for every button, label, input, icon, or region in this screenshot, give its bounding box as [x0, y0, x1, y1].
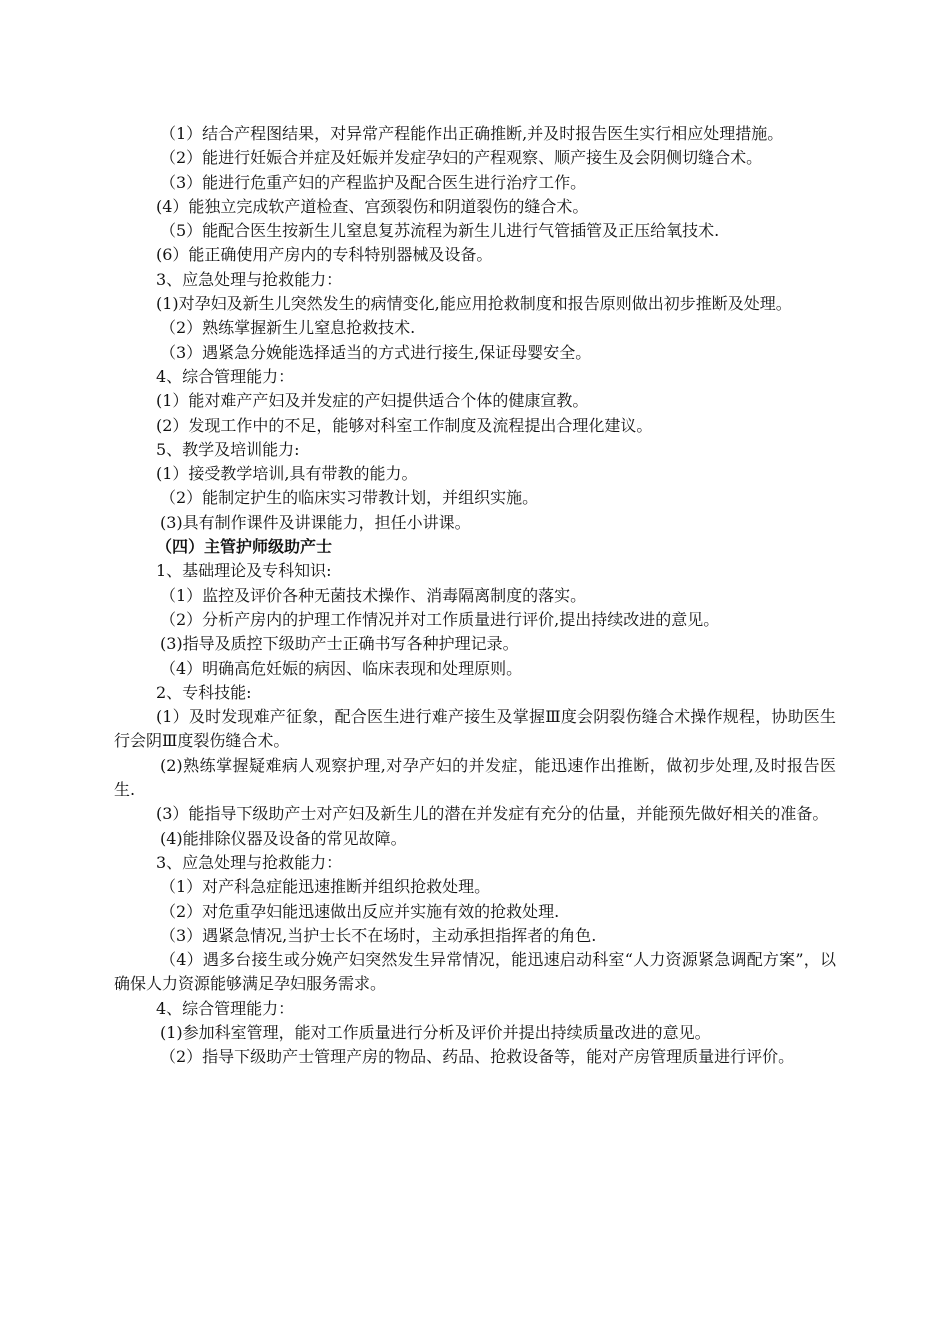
paragraph: （1）对产科急症能迅速推断并组织抢救处理。	[160, 877, 491, 897]
paragraph: （4）明确高危妊娠的病因、临床表现和处理原则。	[160, 658, 523, 678]
paragraph: 5、教学及培训能力:	[156, 439, 300, 459]
paragraph: (4)能排除仪器及设备的常见故障。	[160, 828, 407, 848]
paragraph: (2)熟练掌握疑难病人观察护理,对孕产妇的并发症，能迅速作出推断，做初步处理,及时报告医生.	[114, 755, 836, 800]
paragraph: (4）能独立完成软产道检查、宫颈裂伤和阴道裂伤的缝合术。	[156, 196, 589, 216]
paragraph: （1）监控及评价各种无菌技术操作、消毒隔离制度的落实。	[160, 585, 587, 605]
paragraph: (2）发现工作中的不足，能够对科室工作制度及流程提出合理化建议。	[156, 415, 653, 435]
paragraph: (3)具有制作课件及讲课能力，担任小讲课。	[160, 512, 471, 532]
section-heading: （四）主管护师级助产士	[156, 537, 333, 557]
paragraph: 3、应急处理与抢救能力：	[156, 852, 343, 872]
paragraph: （2）分析产房内的护理工作情况并对工作质量进行评价,提出持续改进的意见。	[160, 609, 720, 629]
paragraph: （2）熟练掌握新生儿窒息抢救技术.	[160, 318, 416, 338]
paragraph: 2、专科技能:	[156, 682, 252, 702]
paragraph: （3）遇紧急情况,当护士长不在场时，主动承担指挥者的角色.	[160, 925, 597, 945]
paragraph: （3）能进行危重产妇的产程监护及配合医生进行治疗工作。	[160, 172, 587, 192]
paragraph: 4、综合管理能力：	[156, 366, 295, 386]
paragraph: 4、综合管理能力：	[156, 998, 295, 1018]
paragraph: (1)对孕妇及新生儿突然发生的病情变化,能应用抢救制度和报告原则做出初步推断及处理。	[156, 294, 792, 314]
paragraph: （2）指导下级助产士管理产房的物品、药品、抢救设备等，能对产房管理质量进行评价。	[160, 1047, 795, 1067]
paragraph: (1）能对难产产妇及并发症的产妇提供适合个体的健康宣教。	[156, 391, 589, 411]
paragraph: （2）对危重孕妇能迅速做出反应并实施有效的抢救处理.	[160, 901, 560, 921]
paragraph: （2）能制定护生的临床实习带教计划，并组织实施。	[160, 488, 539, 508]
paragraph: (1）及时发现难产征象，配合医生进行难产接生及掌握Ⅲ度会阴裂伤缝合术操作规程，协助医生行会阴Ⅲ度裂伤缝合术。	[114, 707, 836, 751]
paragraph: （4）遇多台接生或分娩产妇突然发生异常情况，能迅速启动科室“人力资源紧急调配方案”，以确保人力资源能够满足孕妇服务需求。	[114, 950, 836, 994]
paragraph: 1、基础理论及专科知识:	[156, 561, 332, 581]
paragraph: (6）能正确使用产房内的专科特别器械及设备。	[156, 245, 493, 265]
paragraph: (3)指导及质控下级助产士正确书写各种护理记录。	[160, 634, 519, 654]
paragraph: (1)参加科室管理，能对工作质量进行分析及评价并提出持续质量改进的意见。	[160, 1022, 711, 1042]
paragraph: （1）结合产程图结果，对异常产程能作出正确推断,并及时报告医生实行相应处理措施。	[160, 124, 784, 143]
paragraph: (1）接受教学培训,具有带教的能力。	[156, 464, 418, 484]
paragraph: （3）遇紧急分娩能选择适当的方式进行接生,保证母婴安全。	[160, 342, 592, 362]
document-body	[114, 122, 836, 1070]
paragraph: （2）能进行妊娠合并症及妊娠并发症孕妇的产程观察、顺产接生及会阴侧切缝合术。	[160, 148, 763, 168]
paragraph: （5）能配合医生按新生儿窒息复苏流程为新生儿进行气管插管及正压给氧技术.	[160, 221, 720, 241]
paragraph: 3、应急处理与抢救能力：	[156, 269, 343, 289]
paragraph: (3）能指导下级助产士对产妇及新生儿的潜在并发症有充分的估量，并能预先做好相关的准备。	[156, 804, 829, 824]
